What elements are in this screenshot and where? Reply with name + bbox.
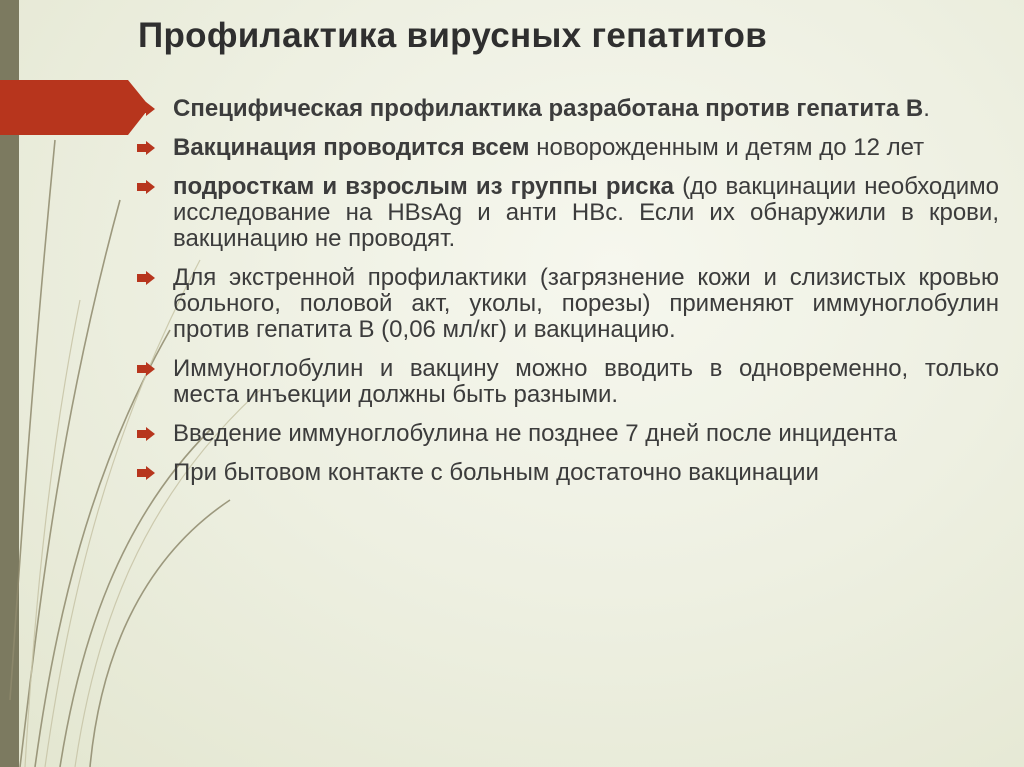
- arrow-right-bullet-icon: [137, 466, 155, 480]
- item-text: новорожденным и детям до 12 лет: [529, 134, 925, 161]
- list-item: [133, 174, 999, 252]
- arrow-right-bullet-icon: [137, 180, 155, 194]
- arrow-right-bullet-icon: [137, 102, 155, 116]
- item-text: При бытовом контакте с больным достаточно вакцинации: [173, 459, 819, 486]
- arrow-right-bullet-icon: [137, 362, 155, 376]
- list-item: [133, 460, 999, 486]
- list-item: [133, 421, 999, 447]
- item-text: Иммуноглобулин и вакцину можно вводить в одновременно, только места инъекции должны быть разными.: [173, 355, 999, 408]
- arrow-right-bullet-icon: [137, 271, 155, 285]
- list-item: [133, 135, 999, 161]
- item-text: Введение иммуноглобулина не позднее 7 дней после инцидента: [173, 420, 897, 447]
- arrow-right-bullet-icon: [137, 427, 155, 441]
- title-accent-banner: [0, 80, 150, 135]
- list-item: [133, 265, 999, 343]
- arrow-right-bullet-icon: [137, 141, 155, 155]
- bullet-list: [133, 96, 999, 499]
- list-item: [133, 96, 999, 122]
- list-item: [133, 356, 999, 408]
- item-text: (до вакцинации необходимо исследование на HBsAg и анти HBc. Если их обнаружили в крови, вакцинацию не проводят.: [173, 173, 999, 252]
- item-bold-text: подросткам и взрослым из группы риска: [173, 173, 675, 200]
- item-bold-text: Вакцинация проводится всем: [173, 134, 530, 161]
- page-title: Профилактика вирусных гепатитов: [138, 16, 768, 55]
- item-text: .: [923, 95, 930, 122]
- item-text: Для экстренной профилактики (загрязнение кожи и слизистых кровью больного, половой акт, уколы, порезы) применяют иммуноглобулин против гепатита В (0,06 мл/кг) и вакцинацию.: [173, 264, 999, 343]
- item-bold-text: Специфическая профилактика разработана против гепатита В: [173, 95, 924, 122]
